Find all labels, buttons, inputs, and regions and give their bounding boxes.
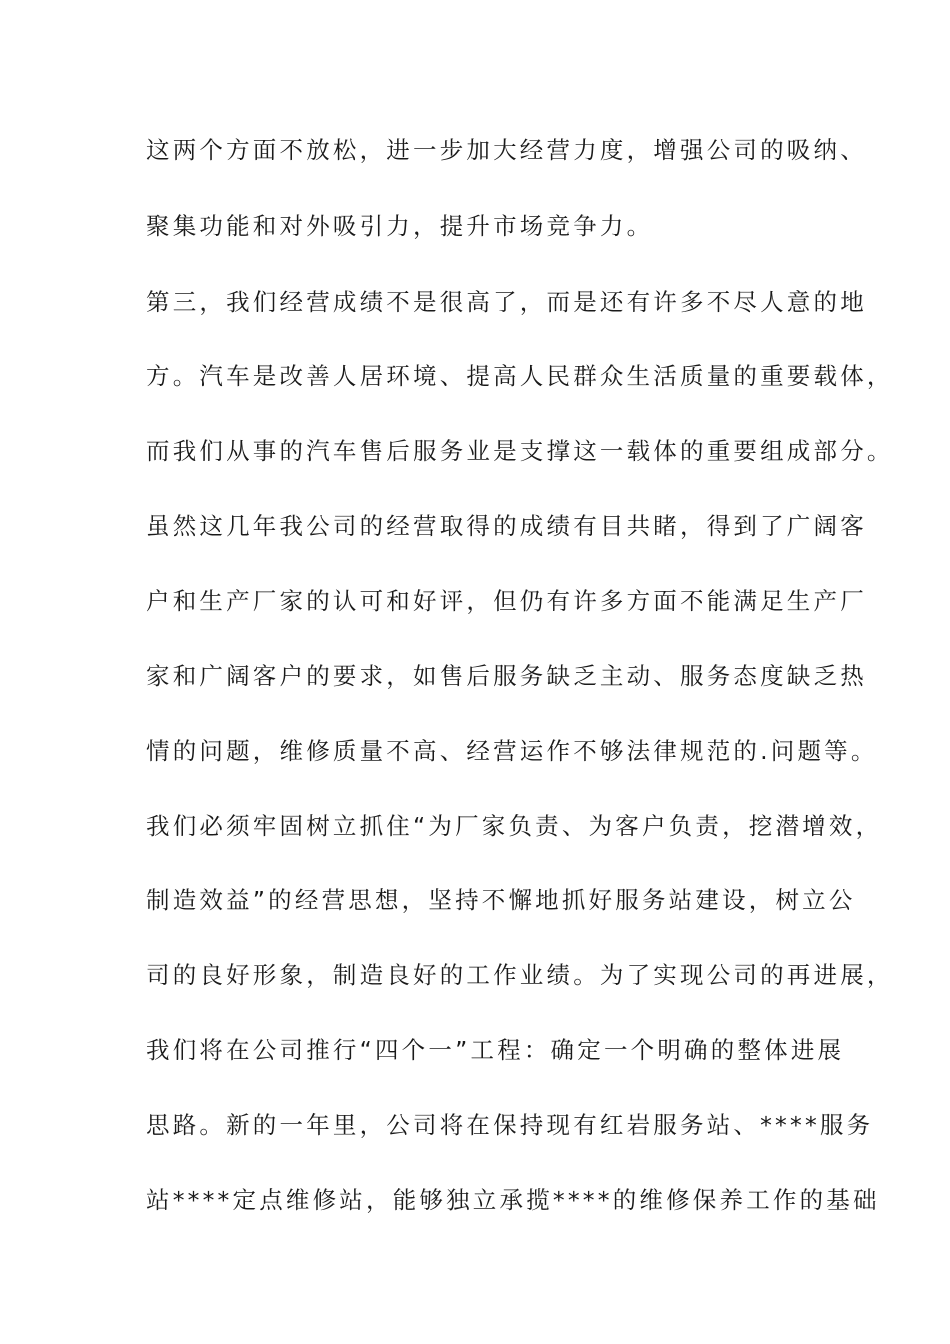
text-line: 司的良好形象，制造良好的工作业绩。为了实现公司的再进展， [146,961,894,989]
text-line: 站****定点维修站，能够独立承揽****的维修保养工作的基础 [146,1186,880,1214]
text-line: 我们将在公司推行“四个一”工程：确定一个明确的整体进展 [146,1036,845,1064]
text-line: 这两个方面不放松，进一步加大经营力度，增强公司的吸纳、 [146,136,867,164]
text-line: 方。汽车是改善人居环境、提高人民群众生活质量的重要载体， [146,362,894,390]
text-line: 而我们从事的汽车售后服务业是支撑这一载体的重要组成部分。 [146,437,894,465]
text-line: 思路。新的一年里，公司将在保持现有红岩服务站、****服务 [146,1111,874,1139]
text-line: 情的问题，维修质量不高、经营运作不够法律规范的.问题等。 [146,737,878,765]
text-line: 第三，我们经营成绩不是很高了，而是还有许多不尽人意的地 [146,288,867,316]
text-line: 虽然这几年我公司的经营取得的成绩有目共睹，得到了广阔客 [146,512,867,540]
text-line: 家和广阔客户的要求，如售后服务缺乏主动、服务态度缺乏热 [146,662,867,690]
text-line: 制造效益”的经营思想，坚持不懈地抓好服务站建设，树立公 [146,886,856,914]
text-line: 我们必须牢固树立抓住“为厂家负责、为客户负责，挖潜增效， [146,812,883,840]
text-line: 户和生产厂家的认可和好评，但仍有许多方面不能满足生产厂 [146,587,867,615]
text-line: 聚集功能和对外吸引力，提升市场竞争力。 [146,212,654,240]
